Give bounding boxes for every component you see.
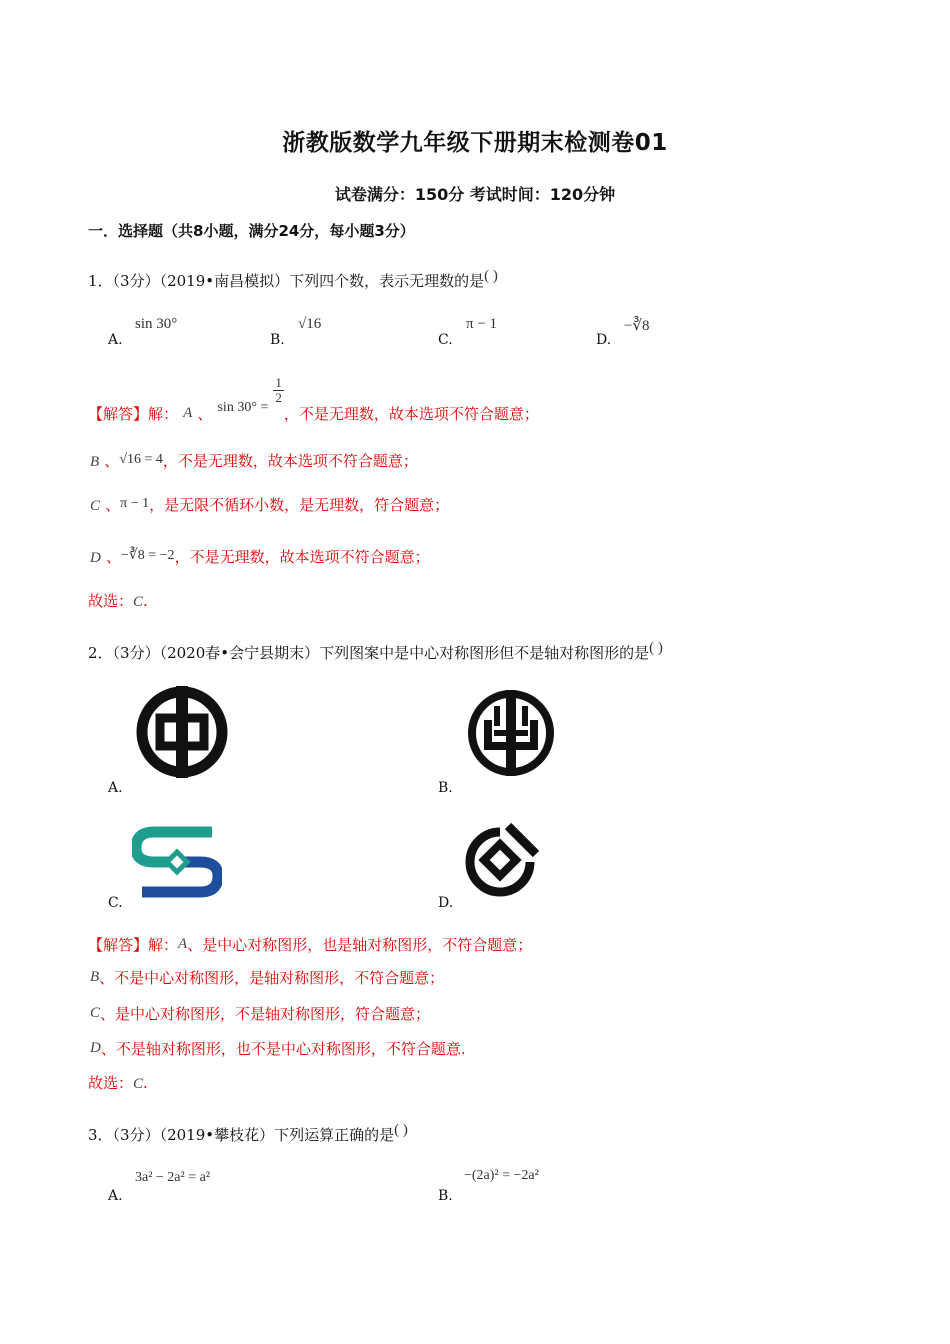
q1-option-c-label: C. — [438, 332, 453, 348]
answer-letter-c: C — [90, 1005, 101, 1021]
answer-prefix: 【解答】解： — [88, 405, 179, 423]
question-3-paren: ( ) — [394, 1122, 408, 1138]
answer-text-d: ，不是无理数，故本选项不符合题意； — [174, 548, 430, 566]
logo-a-bank-of-china-icon — [134, 684, 230, 780]
answer-letter-d: D — [90, 550, 101, 566]
answer-letter-b: B — [90, 969, 100, 985]
choice-prefix: 故选： — [88, 592, 134, 610]
answer-letter-d: D — [90, 1040, 101, 1056]
q3-option-a: 3a² − 2a² = a² — [135, 1170, 211, 1185]
fraction-denominator: 2 — [275, 390, 282, 405]
q3-option-a-label: A. — [108, 1188, 123, 1204]
fraction-numerator: 1 — [275, 375, 282, 390]
choice-end: . — [143, 1074, 148, 1092]
question-1-text: 1．（3分）（2019•南昌模拟）下列四个数，表示无理数的是 — [88, 272, 485, 290]
answer-text-c: ，是无限不循环小数，是无理数，符合题意； — [149, 496, 450, 514]
question-2-paren: ( ) — [649, 640, 663, 656]
q1-answer-choice — [88, 590, 148, 611]
question-2-stem — [88, 642, 663, 663]
choice-prefix: 故选： — [88, 1074, 134, 1092]
q1-answer-line-a — [88, 375, 539, 423]
q2-answer-line-d — [90, 1038, 466, 1059]
question-3-text: 3．（3分）（2019•攀枝花）下列运算正确的是 — [88, 1126, 395, 1144]
answer-separator: 、 — [197, 405, 213, 423]
choice-letter: C — [133, 594, 144, 610]
q1-answer-line-d: D 、−∛8 = −2，不是无理数，故本选项不符合题意； — [90, 548, 430, 566]
answer-letter-c: C — [90, 498, 101, 514]
question-1-paren: ( ) — [484, 268, 498, 284]
q1-option-c: π − 1 — [466, 316, 498, 332]
answer-text-a: 、是中心对称图形，也是轴对称图形，不符合题意； — [187, 936, 533, 954]
page-title: 浙教版数学九年级下册期末检测卷01 — [282, 130, 668, 156]
q2-answer-line-b — [90, 967, 444, 988]
q1-answer-line-c: C 、π − 1，是无限不循环小数，是无理数，符合题意； — [90, 496, 450, 514]
answer-expr-b: √16 = 4 — [119, 452, 163, 467]
q2-answer-choice — [88, 1072, 148, 1093]
q2-option-d-label: D. — [438, 895, 454, 911]
answer-letter-a: A — [183, 405, 193, 421]
q2-option-b-label: B. — [438, 780, 453, 796]
q1-option-a-label: A. — [108, 332, 123, 348]
logo-d-construction-bank-icon — [462, 822, 542, 900]
answer-text-b: ，不是无理数，故本选项不符合题意； — [162, 452, 418, 470]
answer-prefix: 【解答】解： — [88, 936, 179, 954]
answer-text-c: 、是中心对称图形，不是轴对称图形，符合题意； — [100, 1005, 431, 1023]
section-heading: 一．选择题（共8小题，满分24分，每小题3分） — [88, 222, 415, 240]
question-1-stem — [88, 270, 498, 291]
answer-expr-c: π − 1 — [120, 496, 150, 511]
answer-text-b: 、不是中心对称图形，是轴对称图形，不符合题意； — [99, 969, 445, 987]
q2-option-a-label: A. — [108, 780, 123, 796]
q1-option-a: sin 30° — [135, 316, 178, 332]
logo-c-s-bank-icon — [132, 826, 222, 898]
answer-letter-b: B — [90, 454, 100, 470]
q3-option-b-label: B. — [438, 1188, 453, 1204]
answer-text-d: 、不是轴对称图形，也不是中心对称图形，不符合题意. — [100, 1040, 466, 1058]
question-3-stem — [88, 1124, 408, 1145]
choice-end: . — [143, 592, 148, 610]
q1-option-d: −∛8 — [624, 318, 650, 334]
fraction-one-half — [273, 376, 284, 405]
answer-letter-a: A — [178, 936, 188, 952]
q1-option-b: √16 — [298, 316, 322, 332]
question-2-text: 2．（3分）（2020春•会宁县期末）下列图案中是中心对称图形但不是轴对称图形的是 — [88, 644, 650, 662]
q2-answer-line-a — [88, 934, 532, 955]
choice-letter: C — [133, 1076, 144, 1092]
page-subtitle: 试卷满分：150分 考试时间：120分钟 — [334, 185, 616, 204]
answer-expr-a: sin 30° = — [217, 400, 269, 415]
answer-text-a: ，不是无理数，故本选项不符合题意； — [283, 405, 539, 423]
q2-answer-line-c — [90, 1003, 430, 1024]
answer-expr-d: −∛8 = −2 — [120, 548, 175, 563]
q2-option-c-label: C. — [108, 895, 123, 911]
q1-option-d-label: D. — [596, 332, 612, 348]
q1-answer-line-b: B 、√16 = 4，不是无理数，故本选项不符合题意； — [90, 452, 418, 470]
logo-b-agricultural-bank-icon — [464, 686, 558, 780]
q1-option-b-label: B. — [270, 332, 285, 348]
q3-option-b: −(2a)² = −2a² — [464, 1168, 539, 1183]
